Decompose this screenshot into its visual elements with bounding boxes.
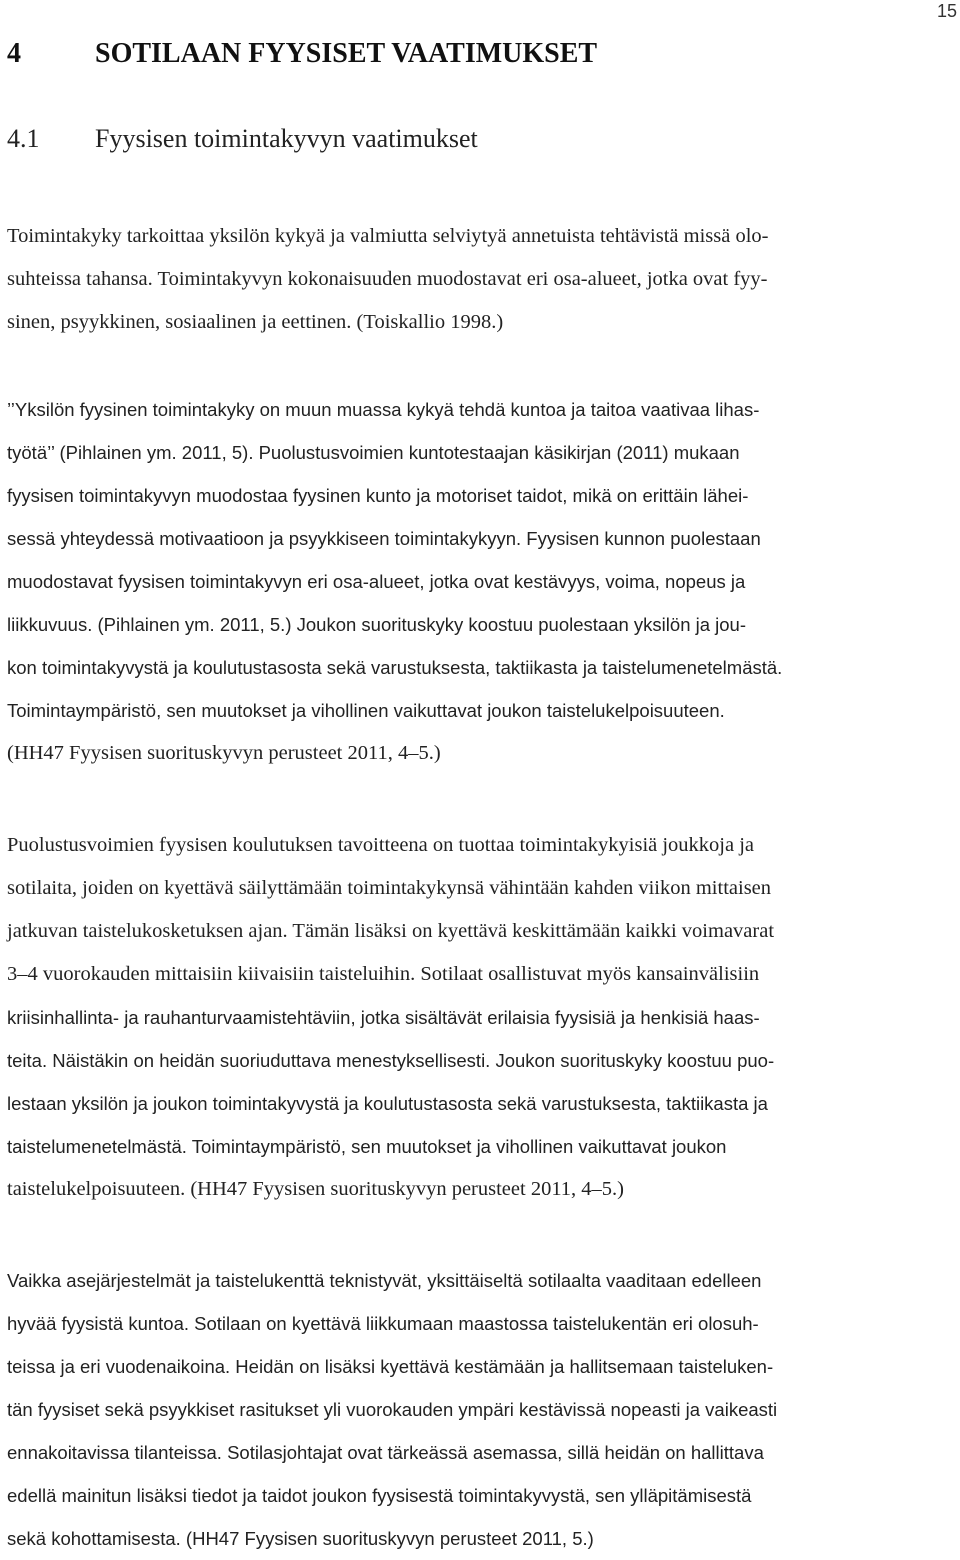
chapter-title: SOTILAAN FYYSISET VAATIMUKSET bbox=[95, 38, 598, 69]
paragraph-line: sinen, psyykkinen, sosiaalinen ja eettinen. (Toiskallio 1998.) bbox=[7, 311, 504, 333]
paragraph-line: muodostavat fyysisen toimintakyvyn eri osa-alueet, jotka ovat kestävyys, voima, nopeus ja bbox=[7, 571, 746, 592]
section-number: 4.1 bbox=[7, 124, 40, 153]
paragraph-3 bbox=[7, 824, 952, 1211]
paragraph-4 bbox=[7, 1259, 952, 1560]
paragraph-line: sotilaita, joiden on kyettävä säilyttämään toimintakykynsä vähintään kahden viikon mittaisen bbox=[7, 877, 772, 899]
paragraph-line: teita. Näistäkin on heidän suoriuduttava menestyksellisesti. Joukon suorituskyky koostuu puo- bbox=[7, 1050, 775, 1071]
paragraph-line: ennakoitavissa tilanteissa. Sotilasjohtajat ovat tärkeässä asemassa, sillä heidän on hallittava bbox=[7, 1442, 764, 1463]
paragraph-line: taistelumenetelmästä. Toimintaympäristö, sen muutokset ja vihollinen vaikuttavat joukon bbox=[7, 1136, 727, 1157]
paragraph-line: taistelukelpoisuuteen. (HH47 Fyysisen suorituskyvyn perusteet 2011, 4–5.) bbox=[7, 1178, 625, 1200]
paragraph-line: ’’Yksilön fyysinen toimintakyky on muun muassa kykyä tehdä kuntoa ja taitoa vaativaa lihas- bbox=[7, 399, 760, 420]
paragraph-line: 3–4 vuorokauden mittaisiin kiivaisiin taisteluihin. Sotilaat osallistuvat myös kansainvälisiin bbox=[7, 963, 760, 985]
section-title: Fyysisen toimintakyvyn vaatimukset bbox=[95, 124, 478, 153]
paragraph-line: Vaikka asejärjestelmät ja taistelukenttä teknistyvät, yksittäiseltä sotilaalta vaaditaan edelleen bbox=[7, 1270, 762, 1291]
paragraph-line: kon toimintakyvystä ja koulutustasosta sekä varustuksesta, taktiikasta ja taistelumenetelmästä. bbox=[7, 657, 783, 678]
section-heading bbox=[7, 124, 478, 154]
paragraph-line: hyvää fyysistä kuntoa. Sotilaan on kyettävä liikkumaan maastossa taistelukentän eri olosuh- bbox=[7, 1313, 759, 1334]
paragraph-line: teissa ja eri vuodenaikoina. Heidän on lisäksi kyettävä kestämään ja hallitsemaan taisteluken- bbox=[7, 1356, 774, 1377]
paragraph-line: fyysisen toimintakyvyn muodostaa fyysinen kunto ja motoriset taidot, mikä on erittäin lähei- bbox=[7, 485, 749, 506]
paragraph-line: Toimintakyky tarkoittaa yksilön kykyä ja valmiutta selviytyä annetuista tehtävistä missä olo- bbox=[7, 225, 769, 247]
paragraph-line: Puolustusvoimien fyysisen koulutuksen tavoitteena on tuottaa toimintakykyisiä joukkoja ja bbox=[7, 834, 755, 856]
paragraph-line: jatkuvan taistelukosketuksen ajan. Tämän lisäksi on kyettävä keskittämään kaikki voimavarat bbox=[7, 920, 775, 942]
paragraph-line: tän fyysiset sekä psyykkiset rasitukset yli vuorokauden ympäri kestävissä nopeasti ja vaikeasti bbox=[7, 1399, 778, 1420]
paragraph-line: sekä kohottamisesta. (HH47 Fyysisen suorituskyvyn perusteet 2011, 5.) bbox=[7, 1528, 594, 1549]
paragraph-line: lestaan yksilön ja joukon toimintakyvystä ja koulutustasosta sekä varustuksesta, taktiikasta ja bbox=[7, 1093, 768, 1114]
chapter-heading bbox=[7, 38, 597, 70]
paragraph-line: työtä’’ (Pihlainen ym. 2011, 5). Puolustusvoimien kuntotestaajan käsikirjan (2011) mukaan bbox=[7, 442, 740, 463]
paragraph-line: edellä mainitun lisäksi tiedot ja taidot joukon fyysisestä toimintakyvystä, sen ylläpitämisestä bbox=[7, 1485, 752, 1506]
paragraph-line: (HH47 Fyysisen suorituskyvyn perusteet 2011, 4–5.) bbox=[7, 742, 441, 764]
paragraph-1 bbox=[7, 215, 952, 344]
paragraph-line: kriisinhallinta- ja rauhanturvaamistehtäviin, jotka sisältävät erilaisia fyysisiä ja henkisiä haas- bbox=[7, 1007, 760, 1028]
paragraph-line: suhteissa tahansa. Toimintakyvyn kokonaisuuden muodostavat eri osa-alueet, jotka ovat fyy- bbox=[7, 268, 768, 290]
paragraph-line: liikkuvuus. (Pihlainen ym. 2011, 5.) Joukon suorituskyky koostuu puolestaan yksilön ja jou- bbox=[7, 614, 747, 635]
paragraph-2 bbox=[7, 388, 952, 775]
paragraph-line: sessä yhteydessä motivaatioon ja psyykkiseen toimintakykyyn. Fyysisen kunnon puolestaan bbox=[7, 528, 761, 549]
page-number: 15 bbox=[936, 1, 957, 21]
paragraph-line: Toimintaympäristö, sen muutokset ja vihollinen vaikuttavat joukon taistelukelpoisuuteen. bbox=[7, 700, 725, 721]
chapter-number: 4 bbox=[7, 38, 21, 69]
